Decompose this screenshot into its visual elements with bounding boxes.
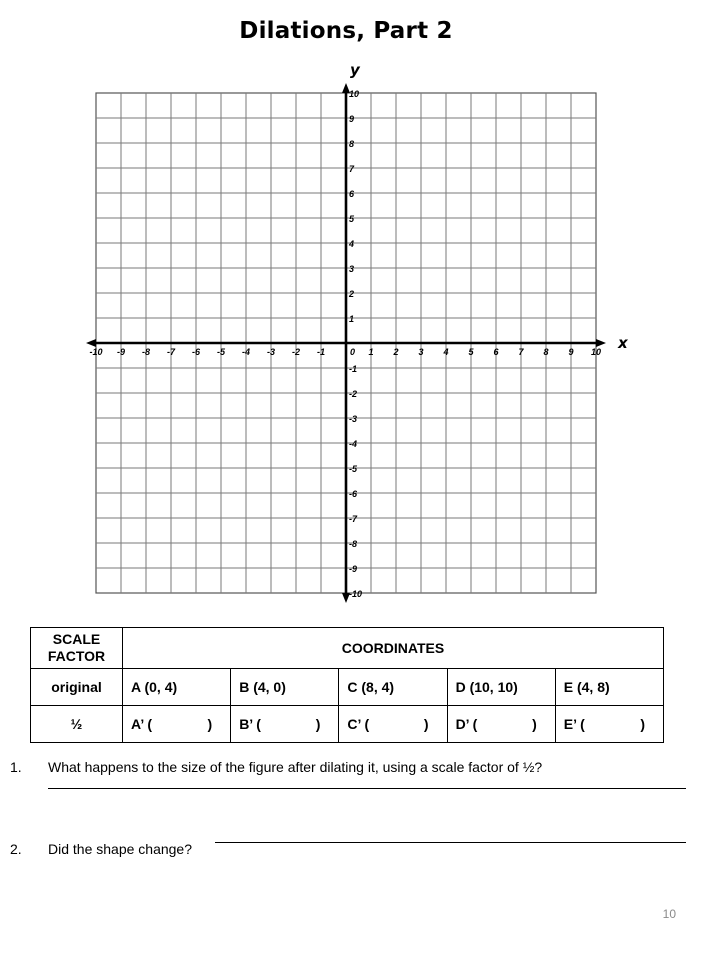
point-e-prime-label: E’ ( (563, 716, 585, 732)
question-text: Did the shape change? (48, 841, 192, 857)
question-text: What happens to the size of the figure after dilating it, using a scale factor of ½? (48, 759, 543, 775)
y-tick-label: -5 (349, 464, 358, 474)
y-tick-label: -8 (349, 539, 358, 549)
point-a-prime-label: A’ ( (131, 716, 153, 732)
x-tick-label: 4 (443, 347, 449, 357)
x-tick-label: 2 (393, 347, 399, 357)
y-tick-label: 1 (349, 314, 355, 324)
table-header-row (31, 628, 664, 669)
point-e: E (4, 8) (555, 669, 663, 706)
x-axis-arrow-left-icon (86, 339, 96, 347)
point-b-prime-label: B’ ( (239, 716, 261, 732)
point-d: D (10, 10) (447, 669, 555, 706)
x-tick-label: 3 (418, 347, 424, 357)
x-tick-label: -1 (316, 347, 326, 357)
y-tick-label: -2 (349, 389, 358, 399)
y-tick-label: 3 (349, 264, 355, 274)
table-row-original (31, 669, 664, 706)
answer-line-2[interactable] (215, 842, 686, 843)
scale-factor-header: SCALE FACTOR (31, 628, 123, 669)
table-row-half (31, 706, 664, 743)
x-tick-label: -3 (266, 347, 276, 357)
x-tick-label: -7 (166, 347, 176, 357)
x-tick-label: -9 (116, 347, 126, 357)
close-paren: ) (640, 716, 645, 732)
x-tick-label: -10 (89, 347, 103, 357)
coordinates-table (30, 627, 664, 743)
x-tick-label: 6 (493, 347, 499, 357)
question-number: 2. (10, 841, 22, 857)
x-tick-label: -2 (291, 347, 301, 357)
y-tick-label: -3 (349, 414, 358, 424)
x-axis-label: x (618, 334, 628, 352)
x-tick-label: -6 (191, 347, 201, 357)
close-paren: ) (207, 716, 213, 732)
close-paren: ) (315, 716, 321, 732)
question-number: 1. (10, 759, 22, 775)
y-tick-label: 6 (349, 189, 355, 199)
point-d-prime-label: D’ ( (455, 716, 478, 732)
x-tick-label: 10 (590, 347, 602, 357)
y-tick-label: 10 (349, 89, 360, 99)
point-d-prime-cell[interactable] (447, 706, 555, 743)
y-tick-label: -4 (349, 439, 358, 449)
y-tick-label: -1 (349, 364, 358, 374)
row-factor-original: original (31, 669, 123, 706)
y-tick-label: 9 (349, 114, 355, 124)
close-paren: ) (532, 716, 537, 732)
page-title: Dilations, Part 2 (239, 18, 453, 44)
point-b-prime-cell[interactable] (231, 706, 339, 743)
y-tick-label: -6 (349, 489, 358, 499)
x-tick-label: 1 (368, 347, 374, 357)
y-tick-label: -7 (349, 514, 358, 524)
x-tick-label: 9 (568, 347, 574, 357)
point-c-prime-label: C’ ( (347, 716, 370, 732)
x-tick-label: 7 (518, 347, 524, 357)
x-tick-label: -5 (216, 347, 226, 357)
row-factor-half: ½ (31, 706, 123, 743)
y-tick-label: 7 (349, 164, 355, 174)
x-tick-label: -8 (141, 347, 151, 357)
coordinates-header: COORDINATES (123, 628, 664, 669)
answer-line-1[interactable] (48, 788, 686, 789)
x-tick-label: 0 (350, 347, 356, 357)
x-tick-label: 5 (468, 347, 474, 357)
point-c: C (8, 4) (339, 669, 447, 706)
y-tick-label: 2 (349, 289, 355, 299)
point-a: A (0, 4) (123, 669, 231, 706)
x-tick-label: -4 (241, 347, 251, 357)
point-e-prime-cell[interactable] (555, 706, 663, 743)
point-c-prime-cell[interactable] (339, 706, 447, 743)
y-tick-label: 5 (349, 214, 355, 224)
y-axis-label: y (350, 61, 360, 79)
point-b: B (4, 0) (231, 669, 339, 706)
y-tick-label: 4 (349, 239, 355, 249)
point-a-prime-cell[interactable] (123, 706, 231, 743)
y-tick-label: 8 (349, 139, 355, 149)
y-tick-label: -10 (349, 589, 363, 599)
x-axis-arrow-right-icon (596, 339, 606, 347)
x-tick-label: 8 (543, 347, 549, 357)
page-number: 10 (662, 907, 676, 921)
y-tick-label: -9 (349, 564, 358, 574)
close-paren: ) (423, 716, 429, 732)
